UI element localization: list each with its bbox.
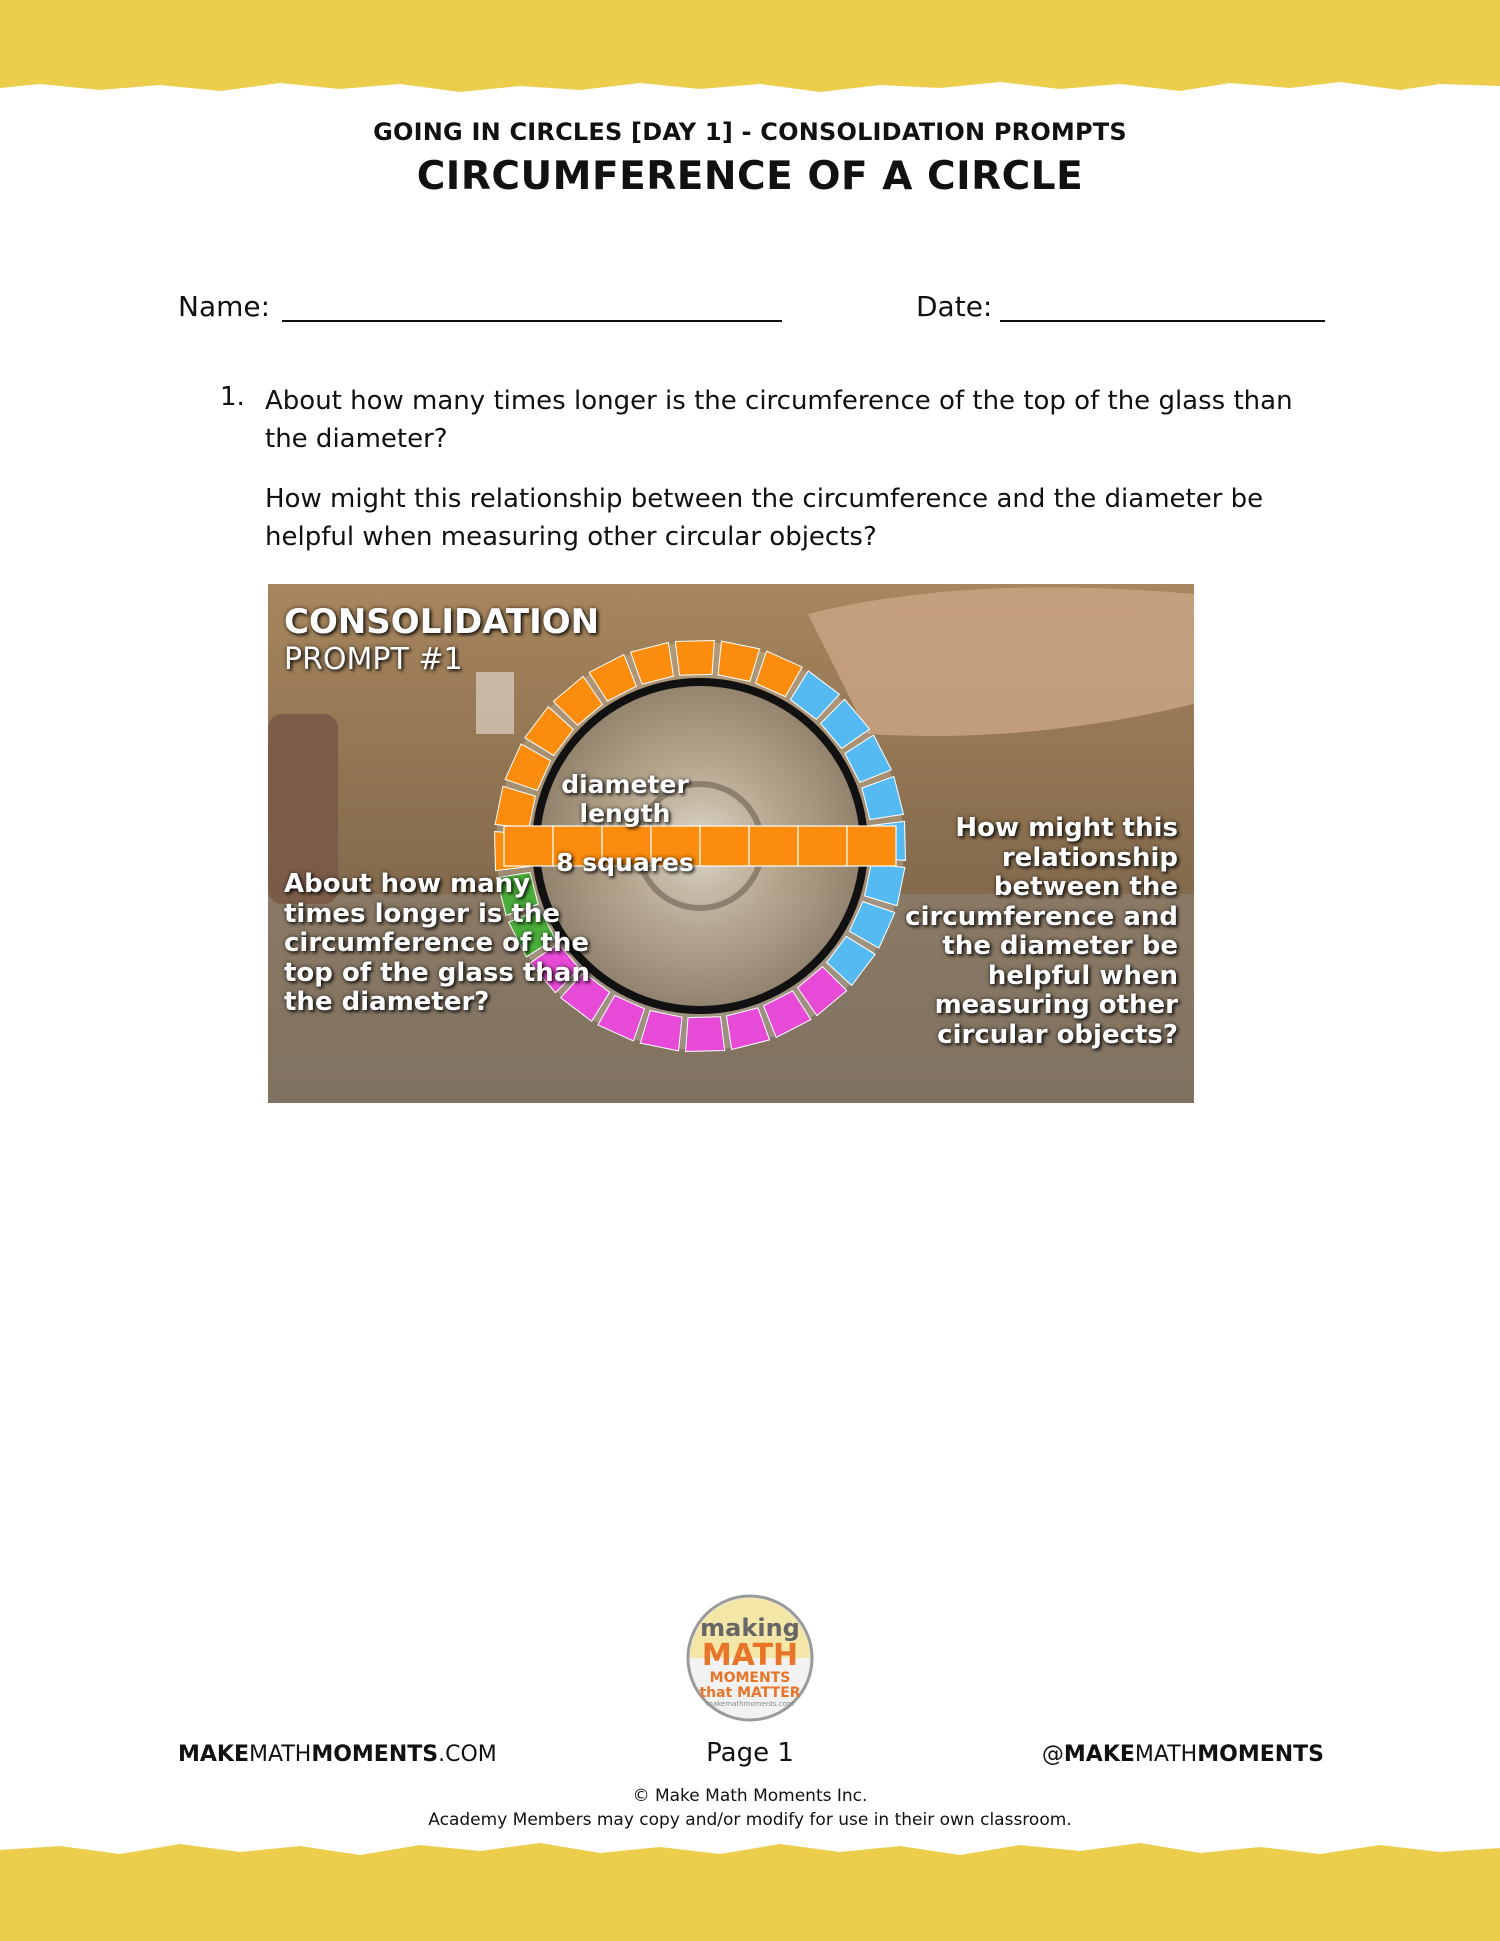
- name-line[interactable]: [282, 320, 782, 322]
- bottom-decorative-band: [0, 1826, 1500, 1941]
- image-left-question: About how many times longer is the circumference of the top of the glass than the diameter?: [284, 869, 590, 1017]
- copyright: © Make Math Moments Inc.: [632, 1786, 868, 1806]
- social-handle[interactable]: [1042, 1742, 1324, 1767]
- footer-handle-moments: MOMENTS: [1197, 1742, 1324, 1767]
- logo-line-1: making: [700, 1614, 800, 1642]
- wall-outlet: [476, 672, 514, 734]
- date-label: Date:: [916, 290, 993, 323]
- date-line[interactable]: [1000, 320, 1325, 322]
- question-text-2: How might this relationship between the circumference and the diameter be helpful when measuring other circular objects?: [265, 484, 1264, 552]
- footer-moments: MOMENTS: [311, 1742, 439, 1767]
- diameter-label: diameter length: [561, 770, 689, 828]
- footer-at: @: [1041, 1742, 1064, 1767]
- image-subtitle: PROMPT #1: [284, 642, 463, 677]
- image-title: CONSOLIDATION: [284, 602, 600, 642]
- footer-math: MATH: [249, 1742, 312, 1767]
- consolidation-image: [268, 584, 1194, 1103]
- image-right-question: How might this relationship between the circumference and the diameter be helpful when measuring other circular objects?: [905, 813, 1178, 1050]
- name-label: Name:: [178, 290, 271, 323]
- logo-line-5: makemathmoments.com: [706, 1700, 794, 1708]
- worksheet-title: CIRCUMFERENCE OF A CIRCLE: [416, 154, 1084, 199]
- logo-line-3: MOMENTS: [709, 1670, 791, 1686]
- page-number: Page 1: [706, 1738, 794, 1768]
- logo-line-2: MATH: [701, 1638, 799, 1673]
- footer-handle-make: MAKE: [1063, 1742, 1135, 1767]
- footer-dotcom: .COM: [438, 1742, 497, 1767]
- hand: [808, 587, 1194, 736]
- logo-line-4: that MATTER: [699, 1685, 801, 1701]
- website-link[interactable]: [178, 1742, 497, 1767]
- diameter-square: [749, 826, 798, 866]
- question-text-1: About how many times longer is the circumference of the top of the glass than the diameter?: [265, 386, 1293, 454]
- top-decorative-band: [0, 0, 1500, 110]
- copy-permission-note: Academy Members may copy and/or modify for use in their own classroom.: [428, 1810, 1072, 1830]
- diameter-square: [798, 826, 847, 866]
- circumference-square: [675, 641, 714, 676]
- question-number: 1.: [220, 382, 245, 412]
- circumference-square: [686, 1017, 725, 1052]
- footer-handle-math: MATH: [1134, 1742, 1198, 1767]
- squares-label: 8 squares: [556, 848, 694, 877]
- footer-make: MAKE: [178, 1742, 249, 1767]
- worksheet-subtitle: GOING IN CIRCLES [DAY 1] - CONSOLIDATION PROMPTS: [373, 118, 1127, 146]
